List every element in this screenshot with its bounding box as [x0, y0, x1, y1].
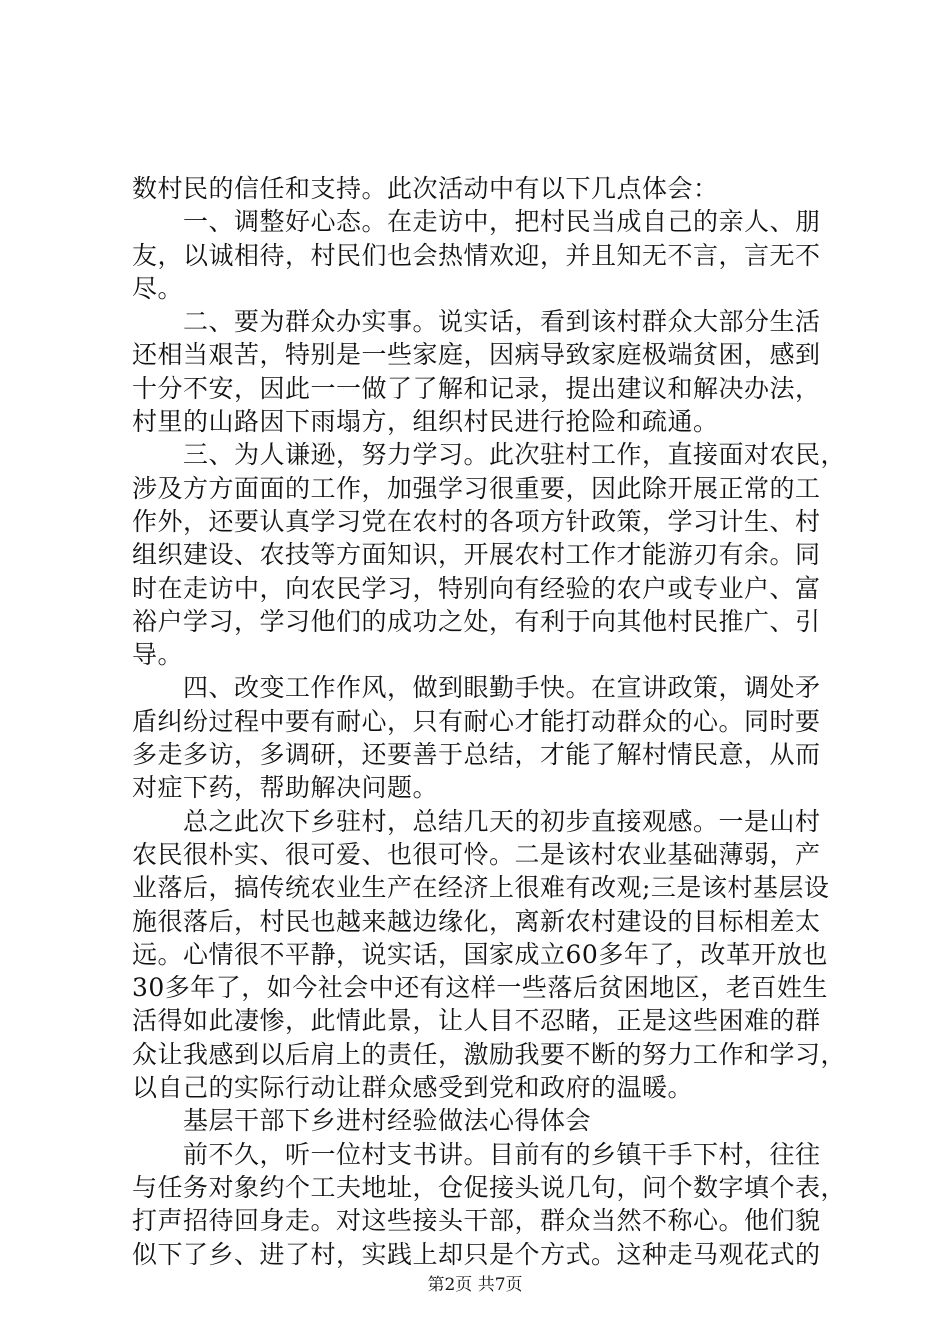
- text-line: 作外，还要认真学习党在农村的各项方针政策，学习计生、村: [132, 506, 821, 536]
- text-line: 多走多访，多调研，还要善于总结，才能了解村情民意，从而: [132, 740, 821, 770]
- text-line: 众让我感到以后肩上的责任，激励我要不断的努力工作和学习，: [132, 1039, 847, 1069]
- text-line: 30多年了，如今社会中还有这样一些落后贫困地区，老百姓生: [132, 973, 828, 1003]
- text-line: 盾纠纷过程中要有耐心，只有耐心才能打动群众的心。同时要: [132, 706, 821, 736]
- text-line: 四、改变工作作风，做到眼勤手快。在宣讲政策，调处矛: [132, 673, 821, 703]
- text-line: 业落后，搞传统农业生产在经济上很难有改观;三是该村基层设: [132, 873, 830, 903]
- text-line: 远。心情很不平静，说实话，国家成立60多年了，改革开放也: [132, 939, 828, 969]
- text-line: 二、要为群众办实事。说实话，看到该村群众大部分生活: [132, 307, 821, 337]
- text-line: 施很落后，村民也越来越边缘化，离新农村建设的目标相差太: [132, 906, 821, 936]
- text-line: 涉及方方面面的工作，加强学习很重要，因此除开展正常的工: [132, 473, 821, 503]
- text-line: 十分不安，因此一一做了了解和记录，提出建议和解决办法，: [132, 373, 821, 403]
- text-line: 以自己的实际行动让群众感受到党和政府的温暖。: [132, 1073, 694, 1103]
- text-line: 活得如此凄惨，此情此景，让人目不忍睹，正是这些困难的群: [132, 1006, 821, 1036]
- text-line: 似下了乡、进了村，实践上却只是个方式。这种走马观花式的: [132, 1239, 821, 1269]
- text-line: 一、调整好心态。在走访中，把村民当成自己的亲人、朋: [132, 207, 821, 237]
- text-line: 三、为人谦逊，努力学习。此次驻村工作，直接面对农民，: [132, 440, 847, 470]
- document-body: [132, 172, 847, 1271]
- text-line: 与任务对象约个工夫地址，仓促接头说几句，问个数字填个表，: [132, 1172, 847, 1202]
- text-line: 农民很朴实、很可爱、也很可怜。二是该村农业基础薄弱，产: [132, 839, 821, 869]
- text-line: 前不久，听一位村支书讲。目前有的乡镇干手下村，往往: [132, 1139, 821, 1169]
- text-line: 裕户学习，学习他们的成功之处，有利于向其他村民推广、引: [132, 606, 821, 636]
- text-line: 对症下药，帮助解决问题。: [132, 773, 439, 803]
- text-line: 导。: [132, 640, 184, 670]
- text-line: 时在走访中，向农民学习，特别向有经验的农户或专业户、富: [132, 573, 821, 603]
- text-line: 组织建设、农技等方面知识，开展农村工作才能游刃有余。同: [132, 540, 821, 570]
- text-line: 还相当艰苦，特别是一些家庭，因病导致家庭极端贫困，感到: [132, 340, 821, 370]
- text-line: 数村民的信任和支持。此次活动中有以下几点体会：: [132, 174, 719, 203]
- page-number-footer: 第2页 共7页: [427, 1275, 523, 1295]
- text-line: 打声招待回身走。对这些接头干部，群众当然不称心。他们貌: [132, 1206, 821, 1236]
- text-line: 友，以诚相待，村民们也会热情欢迎，并且知无不言，言无不: [132, 240, 821, 270]
- text-line: 总之此次下乡驻村，总结几天的初步直接观感。一是山村: [132, 806, 821, 836]
- text-line: 村里的山路因下雨塌方，组织村民进行抢险和疏通。: [132, 407, 719, 437]
- text-line: 基层干部下乡进村经验做法心得体会: [132, 1106, 592, 1136]
- text-line: 尽。: [132, 273, 184, 303]
